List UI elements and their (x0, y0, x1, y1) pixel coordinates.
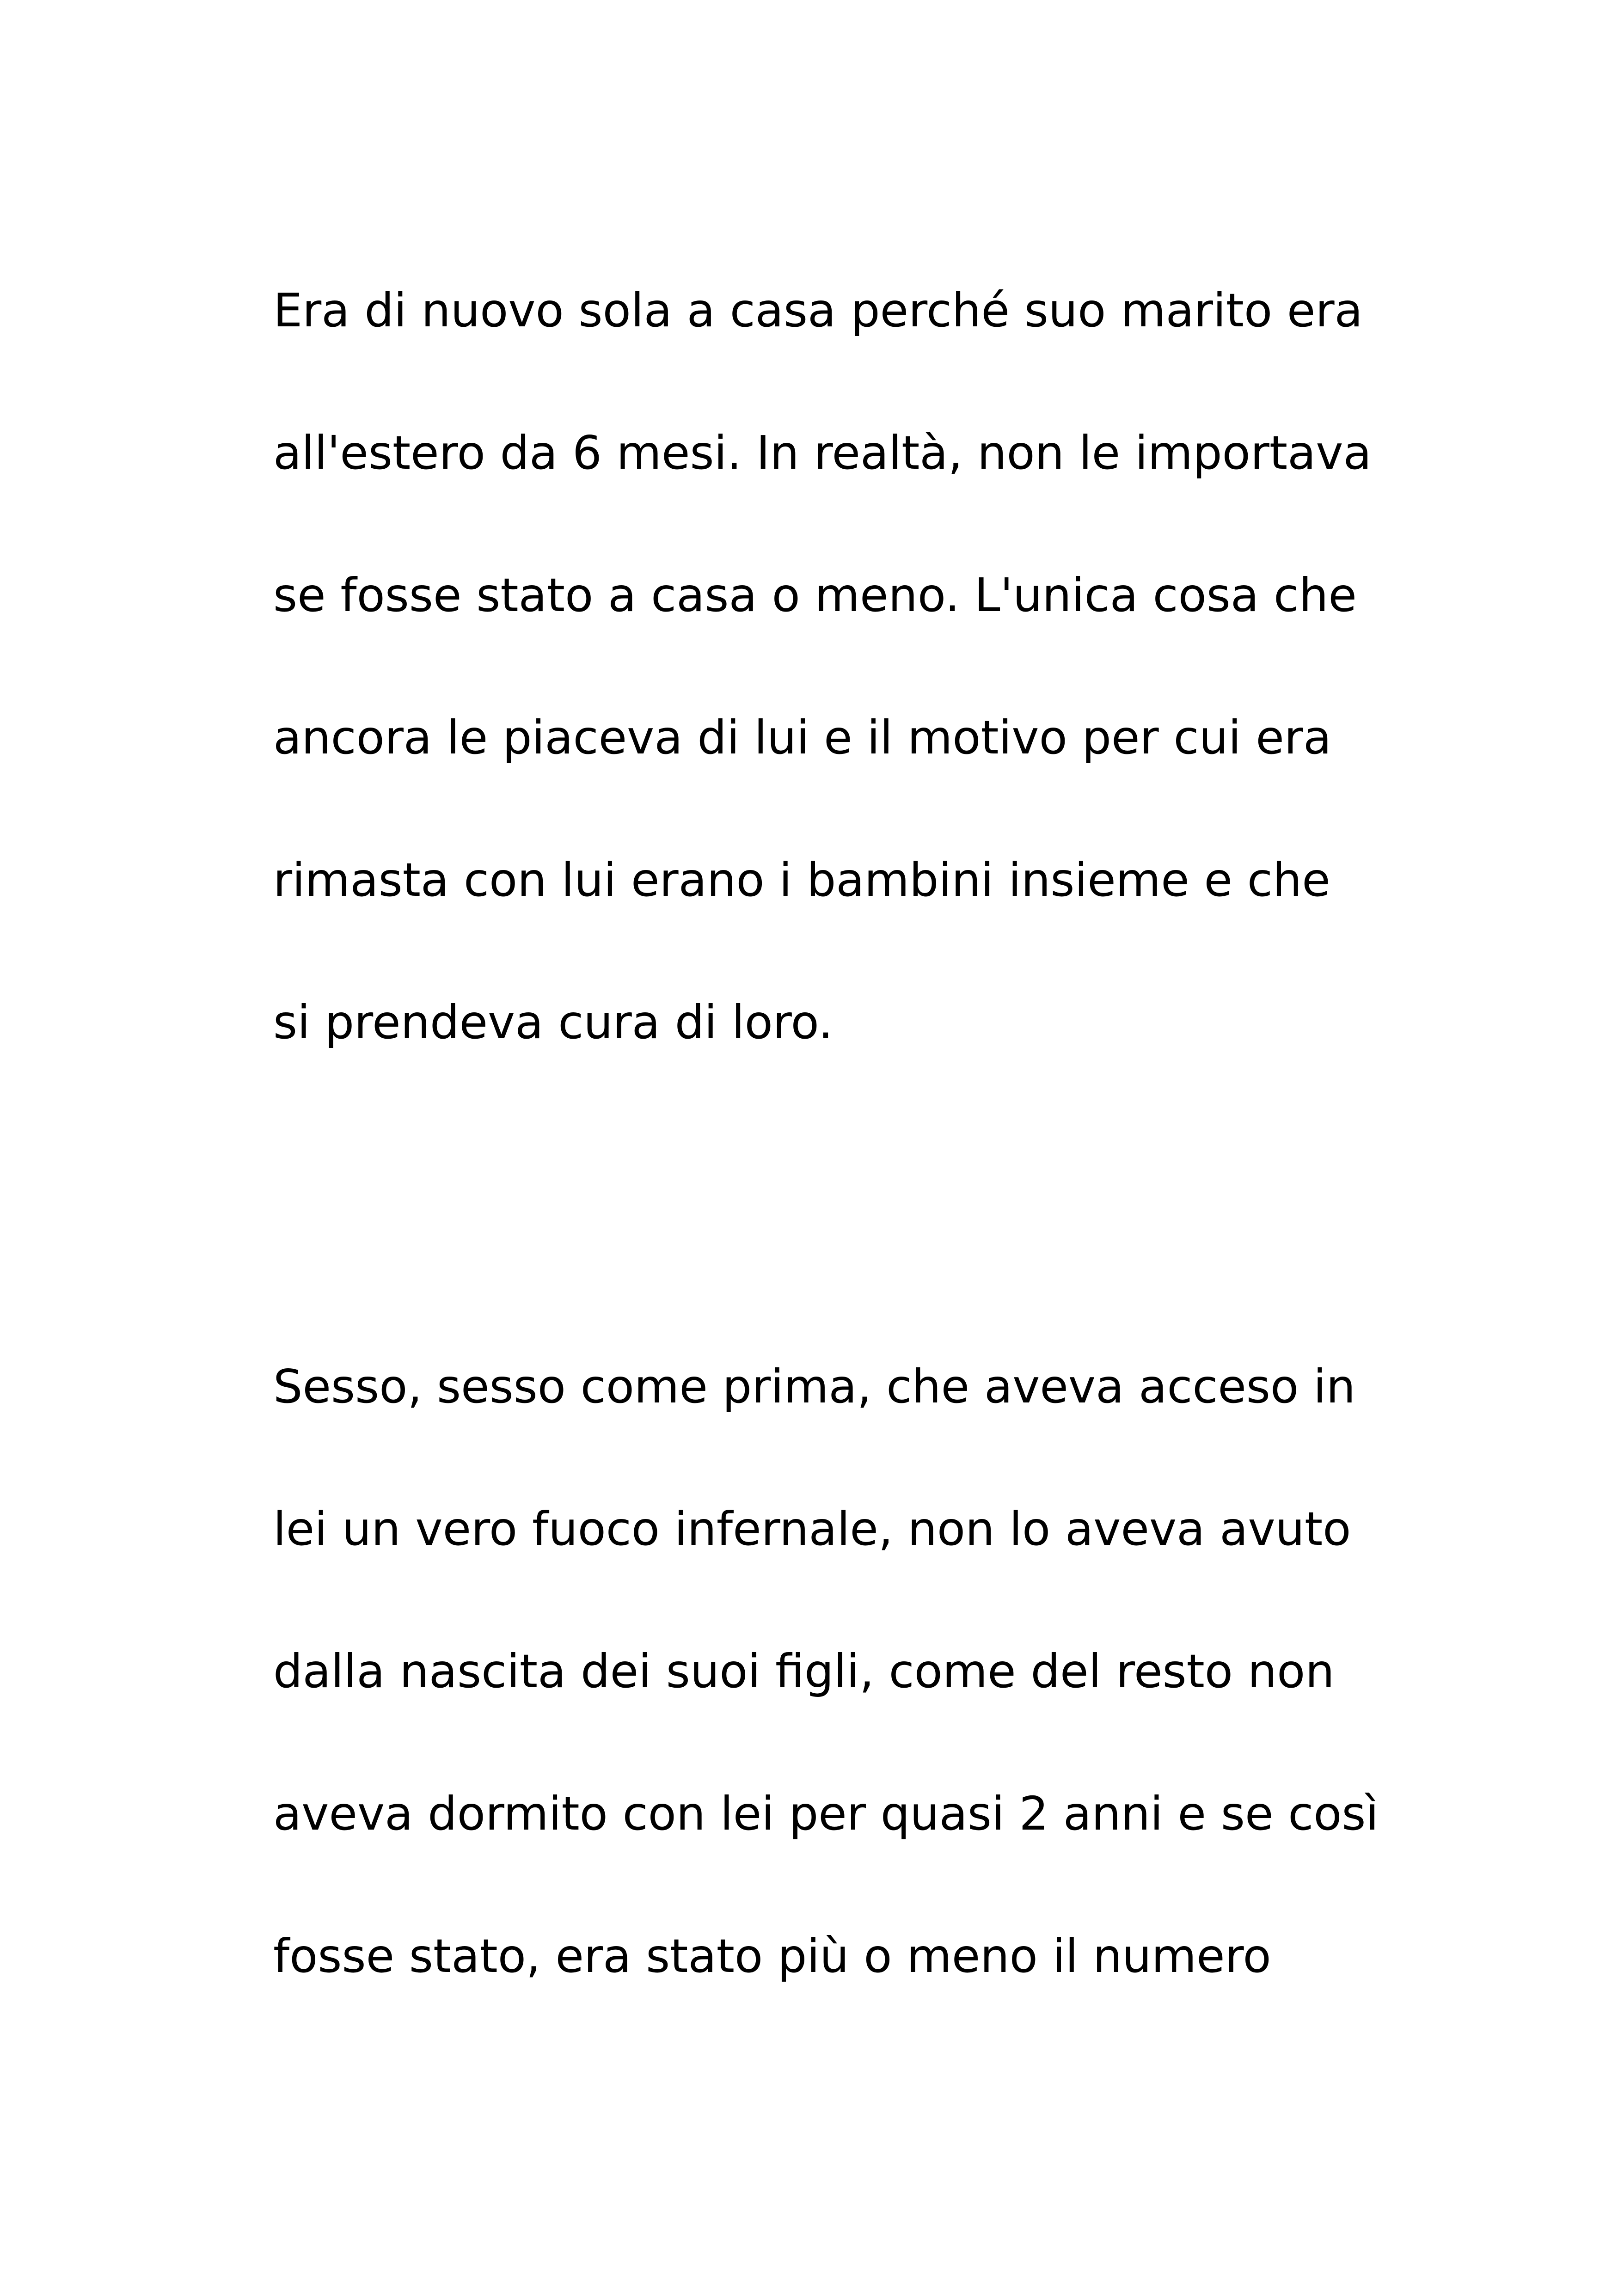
text-line: lei un vero fuoco infernale, non lo aveva avuto (273, 1502, 1351, 1556)
paragraph-2 (273, 1341, 1521, 2052)
text-line: all'estero da 6 mesi. In realtà, non le importava (273, 426, 1372, 480)
text-line: si prendeva cura di loro. (273, 995, 833, 1049)
text-line: rimasta con lui erano i bambini insieme e che (273, 853, 1330, 907)
text-line: Sesso, sesso come prima, che aveva acceso in (273, 1359, 1356, 1414)
text-line: dalla nascita dei suoi figli, come del resto non (273, 1644, 1335, 1698)
text-line: se fosse stato a casa o meno. L'unica cosa che (273, 568, 1357, 622)
text-line: aveva dormito con lei per quasi 2 anni e se così (273, 1787, 1379, 1841)
text-line: Era di nuovo sola a casa perché suo marito era (273, 283, 1363, 337)
text-line: ancora le piaceva di lui e il motivo per cui era (273, 710, 1332, 765)
paragraph-1 (273, 264, 1521, 1119)
text-line: fosse stato, era stato più o meno il numero (273, 1929, 1271, 1983)
